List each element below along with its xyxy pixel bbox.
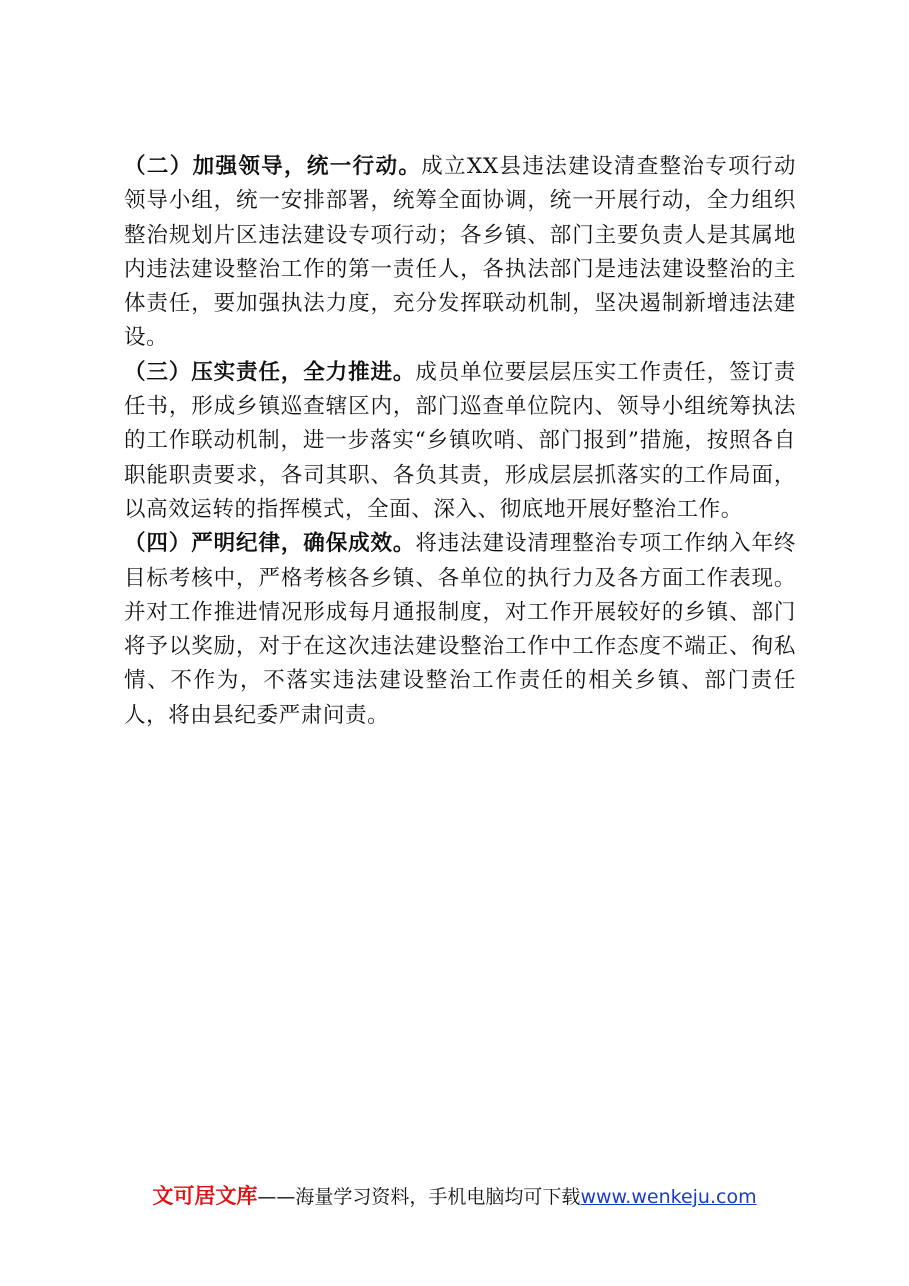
paragraph-heading: （二）加强领导，统一行动。 [124, 154, 422, 179]
paragraph-text: 成立XX县违法建设清查整治专项行动领导小组，统一安排部署，统筹全面协调，统一开展行动，全力组织整治规划片区违法建设专项行动；各乡镇、部门主要负责人是其属地内违法建设整治工作的第一责任人，各执法部门是违法建设整治的主体责任，要加强执法力度，充分发挥联动机制，坚决遏制新增违法建设。 [124, 154, 796, 351]
paragraph-4 [124, 527, 796, 733]
paragraph-3 [124, 356, 796, 527]
website-link[interactable]: www.wenkeju.com [580, 1186, 757, 1208]
footer-banner [0, 1182, 909, 1211]
paragraph-heading: （四）严明纪律，确保成效。 [124, 531, 416, 557]
document-body [124, 150, 796, 733]
brand-name: 文可居文库 [152, 1184, 258, 1208]
paragraph-text: 成员单位要层层压实工作责任，签订责任书，形成乡镇巡查辖区内，部门巡查单位院内、领导小组统筹执法的工作联动机制，进一步落实“乡镇吹哨、部门报到”措施，按照各自职能职责要求，各司其职、各负其责，形成层层抓落实的工作局面，以高效运转的指挥模式，全面、深入、彻底地开展好整治工作。 [124, 359, 797, 522]
footer-tagline: ——海量学习资料，手机电脑均可下载 [257, 1186, 581, 1208]
paragraph-2 [124, 150, 796, 356]
paragraph-text: 将违法建设清理整治专项工作纳入年终目标考核中，严格考核各乡镇、各单位的执行力及各方面工作表现。并对工作推进情况形成每月通报制度，对工作开展较好的乡镇、部门将予以奖励，对于在这次违法建设整治工作中工作态度不端正、徇私情、不作为，不落实违法建设整治工作责任的相关乡镇、部门责任人，将由县纪委严肃问责。 [124, 531, 797, 728]
paragraph-heading: （三）压实责任，全力推进。 [124, 359, 416, 385]
